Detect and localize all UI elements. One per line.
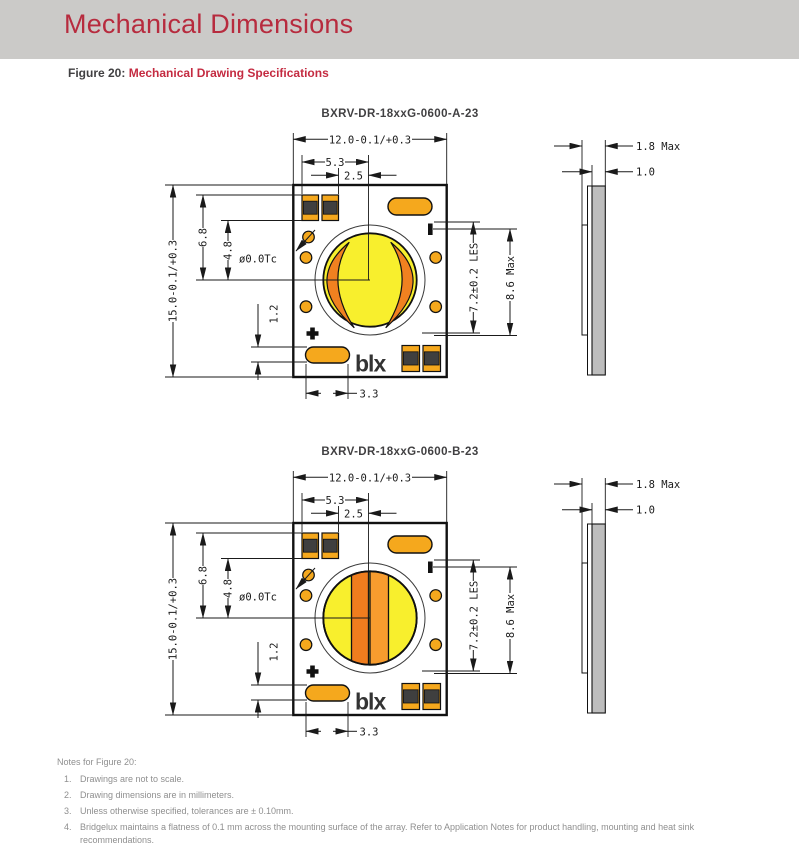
dim-pill-width: 3.3 (359, 388, 379, 401)
dim-thickness: 1.8 Max (636, 479, 681, 491)
dim-pads-offset: 2.5 (344, 170, 363, 183)
dim-width: 12.0-0.1/+0.3 (328, 472, 412, 485)
dim-pads-span: 5.3 (325, 157, 345, 169)
dim-dam: 8.6 Max (505, 593, 517, 639)
note-number: 4. (64, 821, 72, 832)
dim-les: 7.2±0.2 LES (468, 242, 481, 313)
dim-substrate: 1.0 (636, 504, 655, 517)
top-pill (388, 198, 432, 215)
dim-pads-offset: 2.5 (344, 508, 363, 521)
bottom-pill (306, 685, 350, 701)
figure-caption-text: Mechanical Drawing Specifications (128, 66, 329, 80)
tc-label: ø0.0Tc (239, 591, 277, 604)
notes-title: Notes for Figure 20: (57, 757, 137, 767)
dim-height: 15.0-0.1/+0.3 (167, 577, 180, 661)
dim-pad-bottom: 4.8 (222, 241, 235, 260)
dim-height: 15.0-0.1/+0.3 (167, 239, 180, 323)
dim-pill-height: 1.2 (268, 304, 281, 324)
top-pill (388, 536, 432, 553)
polarity-bar (428, 562, 433, 574)
note-item (57, 773, 769, 787)
note-text: Unless otherwise specified, tolerances are ± 0.10mm. (80, 805, 294, 816)
note-text: Drawing dimensions are in millimeters. (80, 789, 235, 800)
note-number: 1. (64, 773, 72, 784)
dim-pads-span: 5.3 (325, 495, 345, 507)
blx-logo: blx (355, 350, 386, 377)
page-title: Mechanical Dimensions (64, 9, 354, 39)
figure-caption-label: Figure 20: (68, 66, 126, 80)
dim-les: 7.2±0.2 LES (468, 580, 481, 651)
dim-thickness: 1.8 Max (636, 141, 681, 153)
note-item (57, 805, 769, 819)
dim-pad-top: 6.8 (197, 566, 210, 585)
blx-logo: blx (355, 688, 386, 715)
polarity-bar (428, 224, 433, 236)
figure-b-title: BXRV-DR-18xxG-0600-B-23 (321, 446, 479, 458)
side-view (582, 524, 605, 713)
note-item (57, 789, 769, 803)
note-number: 2. (64, 789, 72, 800)
dim-pill-height: 1.2 (268, 642, 281, 662)
dim-width: 12.0-0.1/+0.3 (328, 134, 412, 147)
side-view (582, 186, 605, 375)
dim-pad-top: 6.8 (197, 228, 210, 247)
note-text: Drawings are not to scale. (80, 773, 185, 784)
note-number: 3. (64, 805, 72, 816)
bottom-pill (306, 347, 350, 363)
tc-label: ø0.0Tc (239, 253, 277, 266)
dim-pill-width: 3.3 (359, 726, 379, 739)
stripe-light (370, 570, 389, 666)
figure-a (165, 108, 680, 400)
figure-a-title: BXRV-DR-18xxG-0600-A-23 (321, 108, 479, 120)
note-item (57, 821, 769, 848)
notes-section (57, 756, 769, 848)
dim-substrate: 1.0 (636, 166, 655, 179)
note-text: Bridgelux maintains a flatness of 0.1 mm across the mounting surface of the array. Refer to Application Notes for product handling, mounting and heat sink recommendations. (80, 821, 695, 845)
figure-b (165, 446, 680, 738)
dim-pad-bottom: 4.8 (222, 579, 235, 598)
dim-dam: 8.6 Max (505, 255, 517, 301)
